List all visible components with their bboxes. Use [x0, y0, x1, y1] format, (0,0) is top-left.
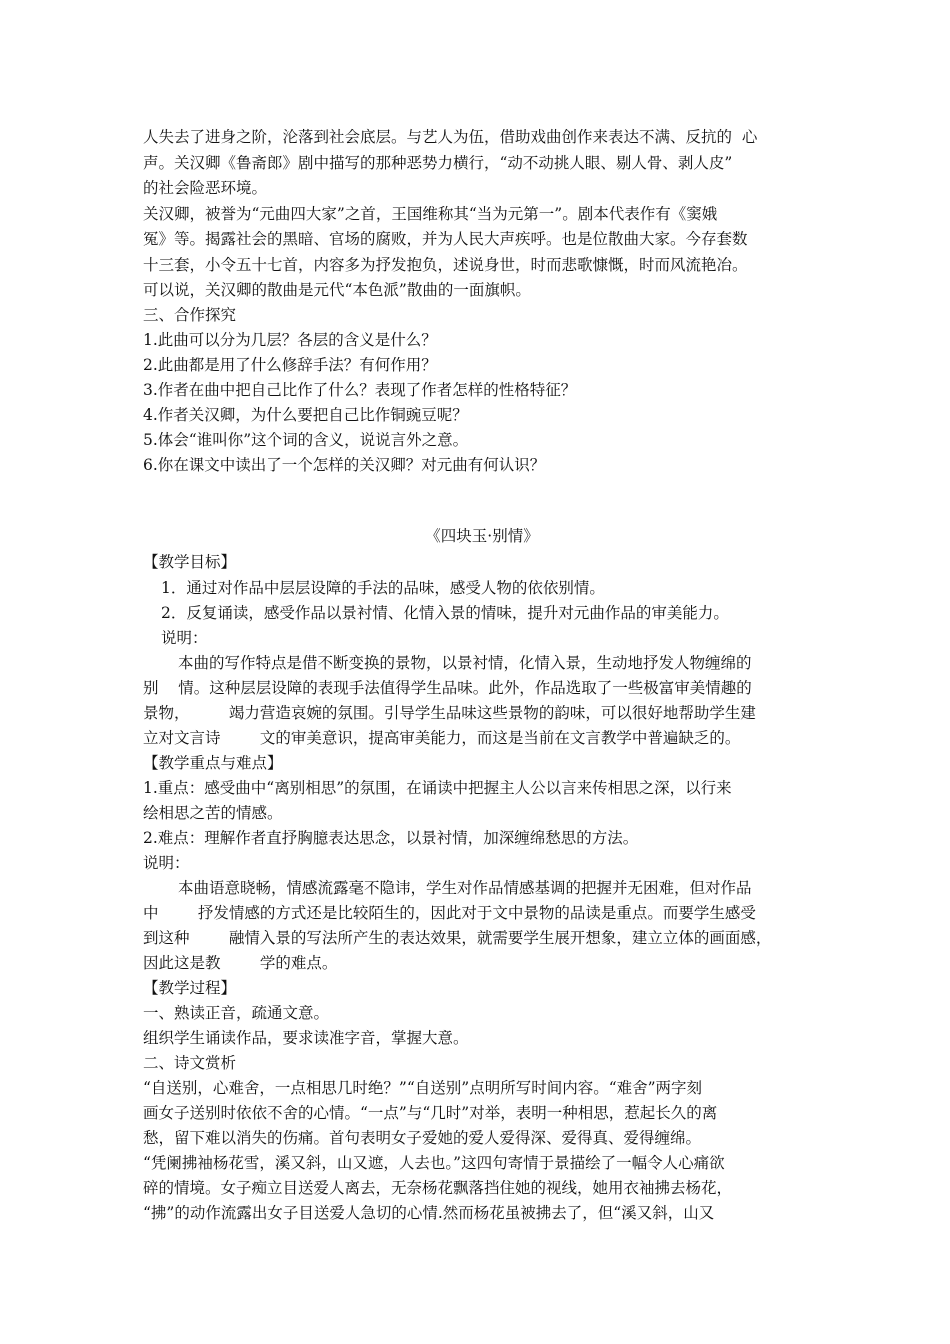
key-point-line: 2.难点：理解作者直抒胸臆表达思念，以景衬情，加深缠绵愁思的方法。 [143, 829, 639, 847]
note-label: 说明： [143, 854, 190, 872]
process-line: 二、诗文赏析 [143, 1054, 237, 1072]
paragraph-line: 的社会险恶环境。 [143, 179, 268, 197]
process-line: 一、熟读正音，疏通文意。 [143, 1004, 330, 1022]
paragraph-line: 声。关汉卿《鲁斋郎》剧中描写的那种恶势力横行，“动不动挑人眼、剔人骨、剥人皮” [143, 154, 733, 172]
process-heading: 【教学过程】 [143, 979, 237, 997]
process-line: “拂”的动作流露出女子目送爱人急切的心情.然而杨花虽被拂去了，但“溪又斜，山又 [143, 1204, 715, 1222]
paragraph-line: 冤》等。揭露社会的黑暗、官场的腐败，并为人民大声疾呼。也是位散曲大家。今存套数 [143, 230, 748, 248]
process-line: “凭阑拂袖杨花雪，溪又斜，山又遮，人去也。”这四句寄情于景描绘了一幅令人心痛欲 [143, 1154, 725, 1172]
process-line: “自送别，心难舍，一点相思几时绝？”“自送别”点明所写时间内容。“难舍”两字刻 [143, 1079, 703, 1097]
paragraph-line: 十三套，小令五十七首，内容多为抒发抱负，述说身世，时而悲歌慷慨，时而风流艳冶。 [143, 256, 748, 274]
note-line: 景物， 竭力营造哀婉的氛围。引导学生品味这些景物的韵味，可以很好地帮助学生建 [143, 704, 756, 722]
process-line: 画女子送别时依依不舍的心情。“一点”与“几时”对举，表明一种相思，惹起长久的离 [143, 1104, 718, 1122]
note-line: 别 情。这种层层设障的表现手法值得学生品味。此外，作品选取了一些极富审美情趣的 [143, 679, 752, 697]
lesson-title: 《四块玉·别情》 [425, 527, 539, 545]
key-point-line: 绘相思之苦的情感。 [143, 804, 283, 822]
question-item: 4.作者关汉卿，为什么要把自己比作铜豌豆呢？ [143, 406, 468, 424]
note-line: 到这种 融情入景的写法所产生的表达效果，就需要学生展开想象，建立立体的画面感， [143, 929, 772, 947]
note-line: 立对文言诗 文的审美意识，提高审美能力，而这是当前在文言教学中普遍缺乏的。 [143, 729, 741, 747]
process-line: 碎的情境。女子痴立目送爱人离去，无奈杨花飘落挡住她的视线，她用衣袖拂去杨花， [143, 1179, 733, 1197]
process-line: 愁，留下难以消失的伤痛。首句表明女子爱她的爱人爱得深、爱得真、爱得缠绵。 [143, 1129, 702, 1147]
key-point-line: 1.重点：感受曲中“离别相思”的氛围，在诵读中把握主人公以言来传相思之深，以行来 [143, 779, 732, 797]
question-item: 2.此曲都是用了什么修辞手法？有何作用？ [143, 356, 437, 374]
key-points-heading: 【教学重点与难点】 [143, 754, 283, 772]
note-line: 本曲语意晓畅，情感流露毫不隐讳，学生对作品情感基调的把握并无困难，但对作品 [178, 879, 752, 897]
goal-item: 2．反复诵读，感受作品以景衬情、化情入景的情味，提升对元曲作品的审美能力。 [161, 604, 729, 622]
paragraph-line: 人失去了进身之阶，沦落到社会底层。与艺人为伍，借助戏曲创作来表达不满、反抗的 心 [143, 128, 758, 146]
paragraph-line: 关汉卿，被誉为“元曲四大家”之首，王国维称其“当为元第一”。剧本代表作有《窦娥 [143, 205, 718, 223]
note-line: 因此这是教 学的难点。 [143, 954, 338, 972]
question-item: 3.作者在曲中把自己比作了什么？表现了作者怎样的性格特征？ [143, 381, 577, 399]
section-heading: 三、合作探究 [143, 306, 237, 324]
question-item: 1.此曲可以分为几层？各层的含义是什么？ [143, 331, 437, 349]
note-line: 本曲的写作特点是借不断变换的景物，以景衬情，化情入景，生动地抒发人物缠绵的 [178, 654, 752, 672]
question-item: 5.体会“谁叫你”这个词的含义，说说言外之意。 [143, 431, 469, 449]
note-label: 说明： [161, 629, 208, 647]
goals-heading: 【教学目标】 [143, 553, 237, 571]
question-item: 6.你在课文中读出了一个怎样的关汉卿？对元曲有何认识？ [143, 456, 546, 474]
note-line: 中 抒发情感的方式还是比较陌生的，因此对于文中景物的品读是重点。而要学生感受 [143, 904, 756, 922]
paragraph-line: 可以说，关汉卿的散曲是元代“本色派”散曲的一面旗帜。 [143, 281, 531, 299]
process-line: 组织学生诵读作品，要求读准字音，掌握大意。 [143, 1029, 469, 1047]
goal-item: 1．通过对作品中层层设障的手法的品味，感受人物的依依别情。 [161, 579, 605, 597]
